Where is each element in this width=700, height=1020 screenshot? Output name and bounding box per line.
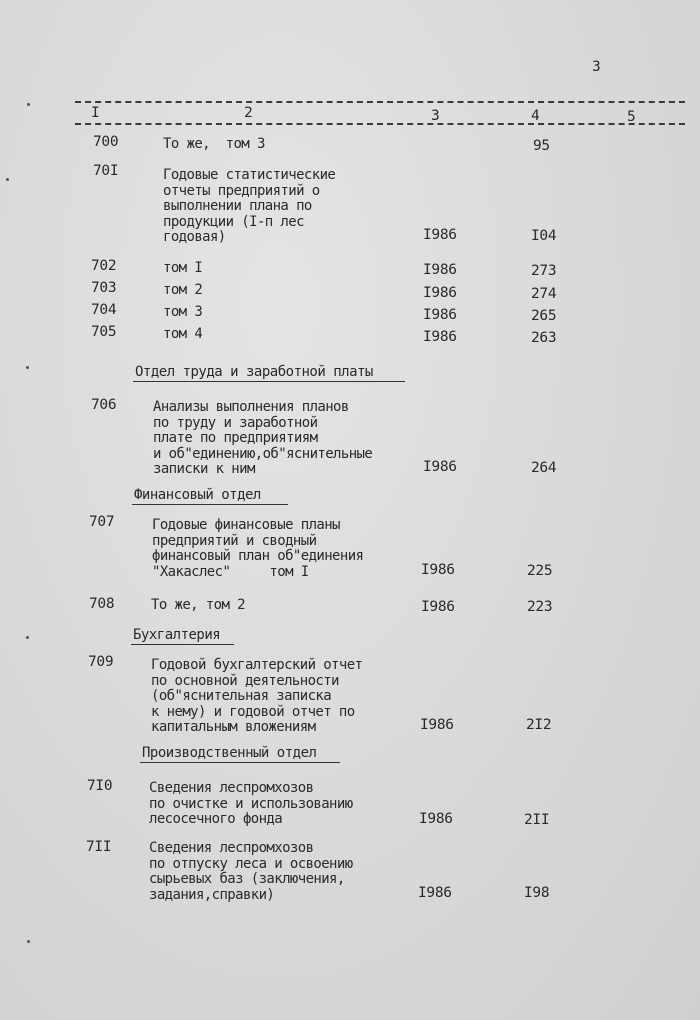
scan-speck bbox=[6, 178, 9, 181]
row-year: I986 bbox=[421, 562, 455, 578]
section-heading-production: Производственный отдел bbox=[142, 745, 317, 761]
row-year: I986 bbox=[423, 307, 457, 323]
row-year: I986 bbox=[423, 329, 457, 345]
row-number: 7II bbox=[86, 839, 112, 855]
row-year: I986 bbox=[419, 811, 453, 827]
row-description: Сведения леспромхозов по очистке и использованию лесосечного фонда bbox=[149, 780, 353, 827]
row-description: том 3 bbox=[163, 304, 203, 320]
section-heading-finance: Финансовый отдел bbox=[134, 487, 261, 503]
row-year: I986 bbox=[421, 599, 455, 615]
row-description: Годовые статистические отчеты предприятий о выполнении плана по продукции (I-п лес годовая) bbox=[163, 167, 336, 245]
column-header-4: 4 bbox=[531, 108, 540, 124]
row-count: 223 bbox=[527, 599, 553, 615]
row-number: 704 bbox=[91, 302, 117, 318]
row-count: 95 bbox=[533, 138, 550, 154]
row-description: том 2 bbox=[163, 282, 203, 298]
row-number: 7I0 bbox=[87, 778, 113, 794]
row-year: I986 bbox=[423, 459, 457, 475]
row-description: Годовые финансовые планы предприятий и сводный финансовый план об"единения "Хакаслес" том I bbox=[152, 517, 364, 580]
row-count: 2II bbox=[524, 812, 550, 828]
header-rule-top bbox=[75, 101, 685, 103]
row-year: I986 bbox=[423, 227, 457, 243]
column-header-5: 5 bbox=[627, 109, 636, 125]
row-count: 225 bbox=[527, 563, 553, 579]
section-underline bbox=[132, 504, 288, 505]
row-number: 700 bbox=[93, 134, 119, 150]
row-number: 703 bbox=[91, 280, 117, 296]
row-count: I98 bbox=[524, 885, 550, 901]
row-count: I04 bbox=[531, 228, 557, 244]
section-heading-labor: Отдел труда и заработной платы bbox=[135, 364, 373, 380]
scan-speck bbox=[27, 940, 30, 943]
row-description: То же, том 2 bbox=[151, 597, 245, 613]
scan-speck bbox=[26, 636, 29, 639]
row-description: То же, том 3 bbox=[163, 136, 265, 152]
scan-speck bbox=[26, 366, 29, 369]
section-heading-accounting: Бухгалтерия bbox=[133, 627, 221, 643]
scan-speck bbox=[27, 103, 30, 106]
row-description: Сведения леспромхозов по отпуску леса и освоению сырьевых баз (заключения, задания,справки) bbox=[149, 840, 353, 903]
row-number: 708 bbox=[89, 596, 115, 612]
column-header-3: 3 bbox=[431, 108, 440, 124]
column-header-2: 2 bbox=[244, 105, 253, 121]
page-number: 3 bbox=[592, 59, 601, 75]
row-description: том 4 bbox=[163, 326, 203, 342]
header-rule-bottom bbox=[75, 123, 685, 125]
row-number: 705 bbox=[91, 324, 117, 340]
row-count: 265 bbox=[531, 308, 557, 324]
row-count: 264 bbox=[531, 460, 557, 476]
row-count: 263 bbox=[531, 330, 557, 346]
row-description: том I bbox=[163, 260, 203, 276]
row-number: 70I bbox=[93, 163, 119, 179]
row-year: I986 bbox=[423, 285, 457, 301]
row-year: I986 bbox=[420, 717, 454, 733]
section-underline bbox=[133, 381, 405, 382]
row-number: 707 bbox=[89, 514, 115, 530]
row-count: 273 bbox=[531, 263, 557, 279]
row-count: 2I2 bbox=[526, 717, 552, 733]
row-count: 274 bbox=[531, 286, 557, 302]
row-description: Годовой бухгалтерский отчет по основной деятельности (об"яснительная записка к нему) и годовой отчет по капитальным вложениям bbox=[151, 657, 363, 735]
section-underline bbox=[131, 644, 234, 645]
row-year: I986 bbox=[423, 262, 457, 278]
row-description: Анализы выполнения планов по труду и заработной плате по предприятиям и об"единению,об"яснительные записки к ним bbox=[153, 399, 373, 477]
row-number: 706 bbox=[91, 397, 117, 413]
section-underline bbox=[140, 762, 340, 763]
row-number: 702 bbox=[91, 258, 117, 274]
column-header-1: I bbox=[91, 105, 100, 121]
row-year: I986 bbox=[418, 885, 452, 901]
row-number: 709 bbox=[88, 654, 114, 670]
